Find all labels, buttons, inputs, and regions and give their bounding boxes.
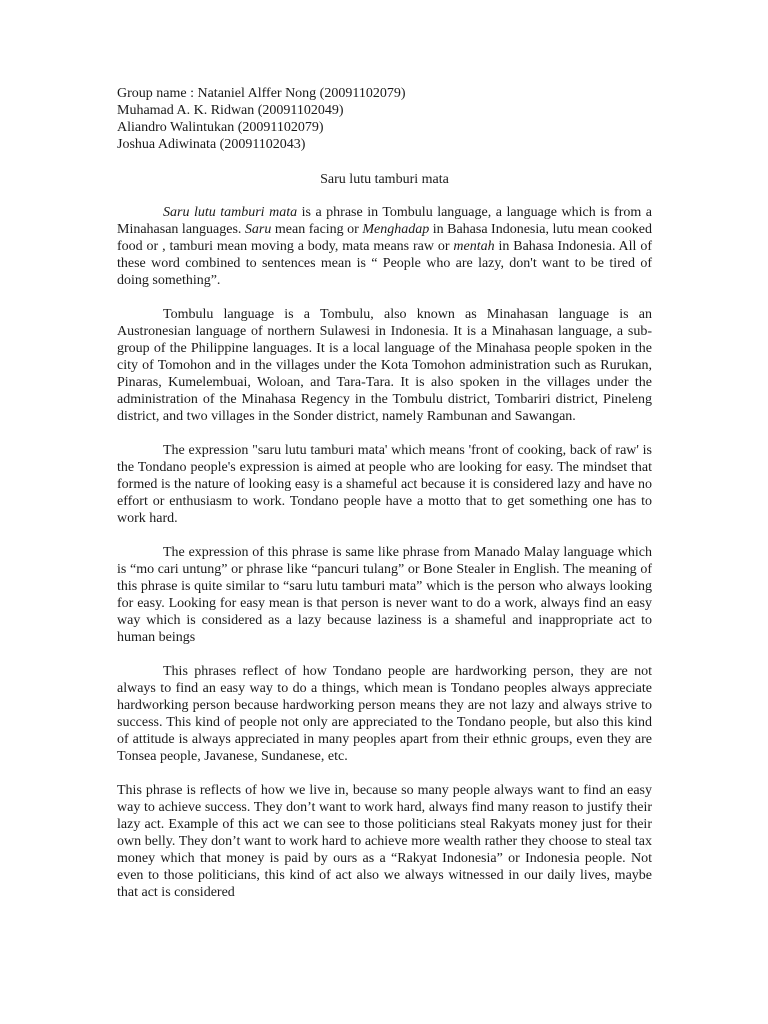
paragraph-expression: The expression "saru lutu tamburi mata' which means 'front of cooking, back of raw' is the Tondano people's expression is aimed at people who are looking for easy. The mindset that formed is the nature of looking easy is a shameful act because it is considered lazy and have no effort or enthusiasm to work. Tondano people have a motto that to get something one has to work hard. xyxy=(117,443,652,526)
paragraph-text: in Bahasa Indonesia. All of these word combined to sentences mean is “ People who are lazy, don't want to be tired of doing something”. xyxy=(117,239,652,288)
paragraph-text: in Bahasa Indonesia, lutu mean cooked food or , tamburi mean moving a body, mata means raw or xyxy=(117,222,653,254)
paragraph-intro xyxy=(117,204,652,289)
group-header xyxy=(117,85,652,153)
paragraph-tombulu: Tombulu language is a Tombulu, also known as Minahasan language is an Austronesian language of northern Sulawesi in Indonesia. It is a Minahasan language, a sub-group of the Philippine languages. It is a local language of the Minahasa people spoken in the city of Tomohon and in the villages under the Kota Tomohon administration such as Rurukan, Pinaras, Kumelembuai, Woloan, and Tara-Tara. It is also spoken in the villages under the administration of the Minahasa Regency in the Tombulu district, Tombariri district, Pineleng district, and two villages in the Sonder district, namely Rambunan and Sawangan. xyxy=(117,307,652,424)
paragraph-reflection: This phrase is reflects of how we live in, because so many people always want to find an easy way to achieve success. They don’t want to work hard, always find many reason to justify their lazy act. Example of this act we can see to those politicians steal Rakyats money just for their own belly. They don’t want to work hard to achieve more wealth rather they choose to steal tax money which that money is paid by ours as a “Rakyat Indonesia” or Indonesia people. Not even to those politicians, this kind of act also we always witnessed in our daily lives, maybe that act is considered xyxy=(117,783,652,900)
word-italic: Menghadap xyxy=(362,222,430,237)
word-italic: Saru xyxy=(244,222,272,237)
document-title: Saru lutu tamburi mata xyxy=(320,172,449,187)
member-line: Aliandro Walintukan (20091102079) xyxy=(117,120,324,135)
paragraph-tondano: This phrases reflect of how Tondano people are hardworking person, they are not always to find an easy way to do a things, which mean is Tondano peoples always appreciate hardworking person because hardworking person means they are not lazy and always strive to success. This kind of people not only are appreciated to the Tondano people, but also this kind of attitude is always appreciated in many peoples apart from their ethnic groups, even they are Tonsea people, Javanese, Sundanese, etc. xyxy=(117,664,652,764)
document-page xyxy=(117,85,652,918)
member-line: Joshua Adiwinata (20091102043) xyxy=(117,137,306,152)
paragraph-manado: The expression of this phrase is same like phrase from Manado Malay language which is “mo cari untung” or phrase like “pancuri tulang” or Bone Stealer in English. The meaning of this phrase is quite similar to “saru lutu tamburi mata” which is the person who always looking for easy. Looking for easy mean is that person is never want to do a work, always find an easy way which is considered as a lazy because laziness is a shameful and inappropriate act to human beings xyxy=(117,545,652,645)
group-name-line: Group name : Nataniel Alffer Nong (20091102079) xyxy=(117,86,406,101)
paragraph-text: mean facing or xyxy=(271,222,363,237)
member-line: Muhamad A. K. Ridwan (20091102049) xyxy=(117,103,344,118)
word-italic: mentah xyxy=(453,239,495,254)
phrase-italic: Saru lutu tamburi mata xyxy=(163,205,298,220)
paragraph-text: is a phrase in Tombulu language, a language which is from a Minahasan languages. xyxy=(117,205,652,237)
